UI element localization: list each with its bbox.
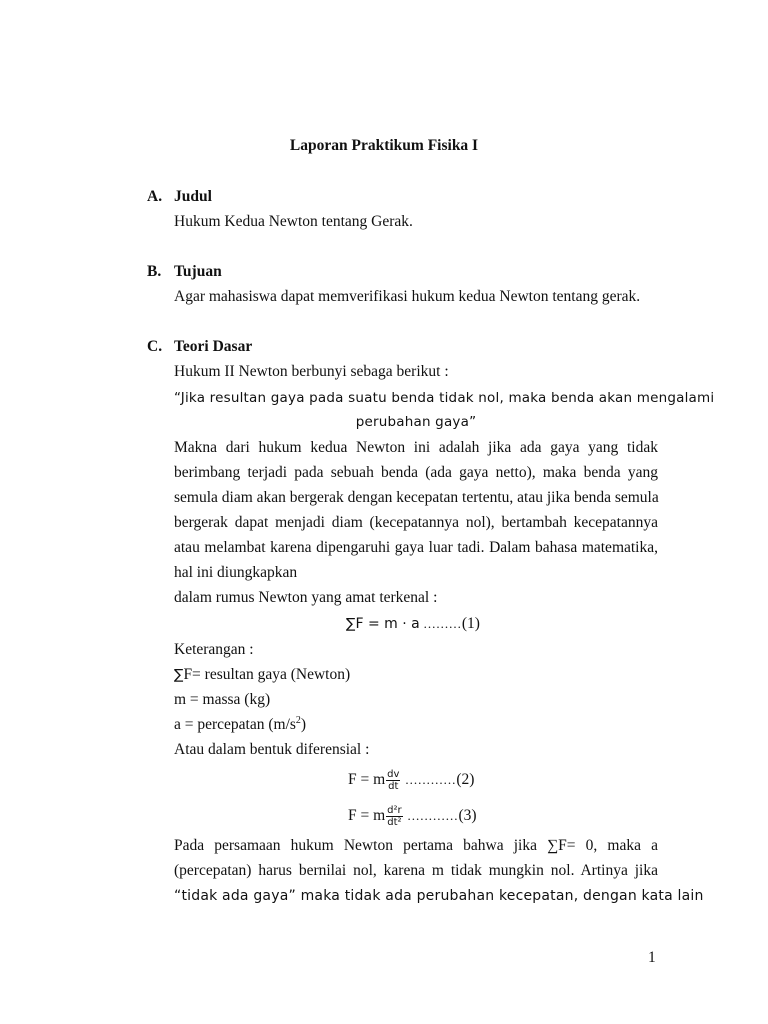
- section-b-text: Agar mahasiswa dapat memverifikasi hukum kedua Newton tentang gerak.: [174, 288, 641, 305]
- equation-3-number: (3): [458, 807, 477, 824]
- section-c-heading: Teori Dasar: [174, 338, 253, 355]
- quote-line-1: “Jika resultan gaya pada suatu benda tidak nol, maka benda akan mengalami: [174, 390, 715, 406]
- keterangan-item: [174, 715, 306, 735]
- equation-3-lhs: F = m: [348, 807, 386, 824]
- document-title: Laporan Praktikum Fisika I: [289, 137, 479, 154]
- paragraph-line: Pada persamaan hukum Newton pertama bahwa jika ∑F= 0, maka a: [174, 837, 658, 854]
- section-c-letter: C.: [147, 338, 163, 355]
- keterangan-item-text: F= resultan gaya (Newton): [183, 666, 351, 683]
- superscript: 2: [295, 715, 301, 726]
- paragraph-line: atau melambat karena dipengaruhi gaya luar tadi. Dalam bahasa matematika,: [174, 539, 658, 556]
- paragraph-line: bergerak dapat menjadi diam (kecepatannya nol), bertambah kecepatannya: [174, 514, 658, 531]
- keterangan-item: m = massa (kg): [174, 691, 271, 708]
- equation-2-lhs: F = m: [348, 771, 386, 788]
- sigma-symbol: ∑: [174, 667, 184, 683]
- paragraph-line: dalam rumus Newton yang amat terkenal :: [174, 589, 438, 606]
- section-b-letter: B.: [147, 263, 162, 280]
- equation-2-number: (2): [456, 771, 475, 788]
- section-a-heading: Judul: [174, 188, 212, 205]
- keterangan-item-text: a = percepatan (m/s: [174, 716, 296, 733]
- keterangan-item-text: ): [300, 716, 307, 733]
- equation-1: [346, 614, 480, 634]
- paragraph-line: “tidak ada gaya” maka tidak ada perubahan kecepatan, dengan kata lain: [174, 888, 704, 904]
- differential-label: Atau dalam bentuk diferensial :: [174, 741, 370, 758]
- page-number: 1: [648, 949, 656, 966]
- section-a-text: Hukum Kedua Newton tentang Gerak.: [174, 213, 413, 230]
- equation-3: [348, 802, 477, 830]
- fraction-numerator: d²r: [387, 804, 402, 816]
- fraction-numerator: dv: [387, 768, 400, 780]
- fraction-denominator: dt: [388, 780, 399, 792]
- equation-2-dots: ............: [405, 772, 457, 787]
- equation-2: [348, 766, 474, 794]
- equation-3-dots: ............: [407, 808, 459, 823]
- equation-1-number: (1): [461, 615, 480, 632]
- paragraph-line: semula diam akan bergerak dengan kecepatan tertentu, atau jika benda semula: [174, 489, 659, 506]
- keterangan-item: [174, 665, 350, 685]
- fraction-d2r-dt2: [386, 805, 402, 828]
- paragraph-line: Makna dari hukum kedua Newton ini adalah jika ada gaya yang tidak: [174, 439, 658, 456]
- paragraph-line: hal ini diungkapkan: [174, 564, 298, 581]
- paragraph-line: berimbang terjadi pada sebuah benda (ada gaya netto), maka benda yang: [174, 464, 658, 481]
- equation-1-dots: .........: [423, 616, 462, 631]
- section-b-heading: Tujuan: [174, 263, 222, 280]
- fraction-dv-dt: [386, 769, 400, 792]
- paragraph-line: (percepatan) harus bernilai nol, karena m tidak mungkin nol. Artinya jika: [174, 862, 658, 879]
- keterangan-label: Keterangan :: [174, 641, 254, 658]
- equation-1-body: F = m · a: [355, 616, 420, 632]
- section-a-letter: A.: [147, 188, 163, 205]
- fraction-denominator: dt²: [387, 816, 402, 828]
- sigma-symbol: ∑: [346, 616, 356, 632]
- quote-line-2: perubahan gaya”: [355, 414, 477, 430]
- section-c-intro: Hukum II Newton berbunyi sebaga berikut :: [174, 363, 449, 380]
